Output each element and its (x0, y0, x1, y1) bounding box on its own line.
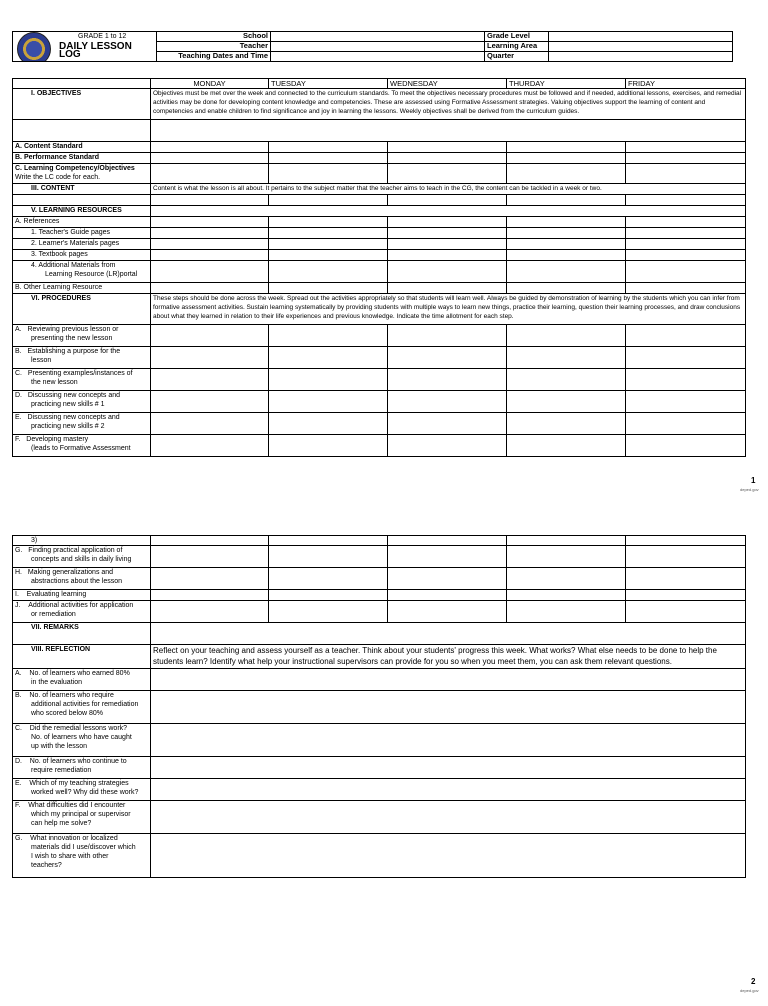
item-label: No. of learners who continue to (29, 758, 127, 765)
step-label-2: abstractions about the lesson (31, 578, 123, 585)
cell[interactable] (507, 413, 626, 435)
cell[interactable] (507, 164, 626, 184)
cell[interactable] (626, 369, 746, 391)
cell[interactable] (151, 217, 269, 228)
school-label: School (157, 32, 271, 42)
step-letter: E. (15, 414, 22, 421)
item-label: Did the remedial lessons work? (29, 725, 128, 732)
cell[interactable] (507, 228, 626, 239)
competency-cell (13, 164, 151, 184)
school-field[interactable] (271, 32, 485, 42)
cell[interactable] (151, 325, 269, 347)
cell[interactable] (151, 601, 269, 623)
objectives-entry[interactable] (151, 120, 746, 142)
item-label: materials did I use/discover which (31, 844, 136, 851)
cell[interactable] (269, 413, 388, 435)
cell[interactable] (626, 142, 746, 153)
cell[interactable] (269, 325, 388, 347)
remarks-heading: VII. REMARKS (13, 623, 151, 645)
cell[interactable] (388, 228, 507, 239)
doc-title: DAILY LESSON LOG (59, 41, 132, 60)
cell[interactable] (151, 228, 269, 239)
footer-mark-1: deped.gov (740, 487, 759, 492)
table-row (13, 391, 746, 413)
cell[interactable] (269, 435, 388, 457)
cell[interactable] (151, 435, 269, 457)
table-row (13, 601, 746, 623)
textbook-label: 3. Textbook pages (13, 250, 151, 261)
competency-sub: Write the LC code for each. (15, 174, 101, 181)
cell[interactable] (626, 347, 746, 369)
teacher-label: Teacher (157, 42, 271, 52)
step-label: Reviewing previous lesson or (27, 326, 119, 333)
quarter-label: Quarter (485, 52, 549, 62)
cell[interactable] (626, 164, 746, 184)
cell[interactable] (151, 142, 269, 153)
cell[interactable] (151, 239, 269, 250)
step-letter: J. (15, 602, 21, 609)
cell[interactable] (388, 283, 507, 294)
item-label: I wish to share with other (31, 853, 109, 860)
item-label: can help me solve? (31, 820, 92, 827)
day-wednesday: WEDNESDAY (388, 79, 507, 89)
cell[interactable] (388, 435, 507, 457)
cell[interactable] (388, 325, 507, 347)
page-number-2: 2 (751, 977, 756, 986)
step-letter: G. (15, 547, 23, 554)
item-label: up with the lesson (31, 743, 88, 750)
other-resource-label: B. Other Learning Resource (13, 283, 151, 294)
cell[interactable] (388, 142, 507, 153)
cell[interactable] (507, 142, 626, 153)
cell[interactable] (151, 669, 746, 691)
resources-heading: V. LEARNING RESOURCES (13, 206, 151, 217)
cell[interactable] (388, 601, 507, 623)
cell[interactable] (388, 239, 507, 250)
cell[interactable] (626, 283, 746, 294)
step-label: Discussing new concepts and (27, 392, 121, 399)
header-table (12, 31, 733, 62)
cell[interactable] (626, 228, 746, 239)
day-friday: FRIDAY (626, 79, 746, 89)
table-row (13, 413, 746, 435)
table-row (13, 779, 746, 801)
step-label-2: (leads to Formative Assessment (31, 445, 131, 452)
cell[interactable] (269, 391, 388, 413)
cell[interactable] (388, 369, 507, 391)
cell[interactable] (626, 325, 746, 347)
cell[interactable] (151, 779, 746, 801)
cell[interactable] (269, 369, 388, 391)
cell[interactable] (626, 153, 746, 164)
learning-area-label: Learning Area (485, 42, 549, 52)
reflection-heading: VIII. REFLECTION (13, 645, 151, 669)
cell[interactable] (269, 590, 388, 601)
item-label: worked well? Why did these work? (31, 789, 139, 796)
cell[interactable] (151, 568, 269, 590)
performance-standard-label: B. Performance Standard (13, 153, 151, 164)
content-standard-label: A. Content Standard (13, 142, 151, 153)
cell[interactable] (151, 834, 746, 878)
objectives-description: Objectives must be met over the week and connected to the curriculum standards. To meet the objectives necessary procedures must be followed and if needed, additional lessons, exercises, and remedial activities may be done for developing content knowledge and competencies. These are assessed using Formative Assessment strategies. Valuing objectives support the learning of content and competencies and enable children to find significance and joy in learning the lessons. Weekly objectives shall be derived from the curriculum guides. (151, 89, 746, 120)
item-label: require remediation (31, 767, 92, 774)
table-row (13, 834, 746, 878)
cell[interactable] (269, 228, 388, 239)
cell[interactable] (388, 261, 507, 283)
cell[interactable] (626, 239, 746, 250)
item-letter: G. (15, 835, 23, 842)
item-label: Which of my teaching strategies (29, 780, 129, 787)
item-letter: B. (15, 692, 22, 699)
cell[interactable] (626, 435, 746, 457)
continued-text: 3) (13, 536, 151, 546)
day-thursday: THURDAY (507, 79, 626, 89)
procedures-description: These steps should be done across the week. Spread out the activities appropriately so that students will learn well. Always be guided by demonstration of learning by the students which you can infer from formative assessment activities. Sustain learning systematically by providing students with multiple ways to learn new things, practice their learning, question their learning processes, and draw conclusions about what they learned in relation to their life experiences and previous knowledge. Indicate the time allotment for each step. (151, 294, 746, 325)
dates-label: Teaching Dates and Time (157, 52, 271, 62)
cell[interactable] (151, 724, 746, 757)
cell[interactable] (507, 347, 626, 369)
cell[interactable] (151, 250, 269, 261)
item-letter: D. (15, 758, 22, 765)
step-label: Establishing a purpose for the (27, 348, 121, 355)
step-label-2: or remediation (31, 611, 76, 618)
cell[interactable] (626, 195, 746, 206)
table-row (13, 757, 746, 779)
cell[interactable] (151, 369, 269, 391)
table-row (13, 369, 746, 391)
cell[interactable] (388, 153, 507, 164)
procedures-heading: VI. PROCEDURES (13, 294, 151, 325)
cell[interactable] (626, 601, 746, 623)
cell[interactable] (269, 217, 388, 228)
cell[interactable] (507, 601, 626, 623)
cell[interactable] (507, 325, 626, 347)
cell[interactable] (388, 164, 507, 184)
step-label-2: concepts and skills in daily living (31, 556, 132, 563)
learning-area-field[interactable] (549, 42, 733, 52)
header-title-cell (13, 32, 157, 62)
cell[interactable] (388, 413, 507, 435)
item-label: No. of learners who have caught (31, 734, 132, 741)
step-label-2: practicing new skills # 2 (31, 423, 105, 430)
quarter-field[interactable] (549, 52, 733, 62)
cell[interactable] (151, 757, 746, 779)
cell[interactable] (626, 250, 746, 261)
item-label: who scored below 80% (31, 710, 103, 717)
step-label-2: lesson (31, 357, 52, 364)
cell[interactable] (269, 283, 388, 294)
deped-seal-icon (17, 32, 51, 62)
item-label: which my principal or supervisor (31, 811, 131, 818)
cell[interactable] (151, 590, 269, 601)
cell[interactable] (626, 546, 746, 568)
cell[interactable] (269, 239, 388, 250)
step-label-2: practicing new skills # 1 (31, 401, 105, 408)
cell[interactable] (269, 536, 388, 546)
cell[interactable] (626, 536, 746, 546)
table-row (13, 435, 746, 457)
item-label: No. of learners who require (29, 692, 114, 699)
days-row (13, 79, 746, 89)
step-label: Developing mastery (26, 436, 89, 443)
cell[interactable] (151, 164, 269, 184)
cell[interactable] (626, 217, 746, 228)
cell[interactable] (151, 413, 269, 435)
step-letter: D. (15, 392, 22, 399)
page-number-1: 1 (751, 476, 756, 485)
cell[interactable] (507, 261, 626, 283)
cell[interactable] (507, 153, 626, 164)
objectives-heading: I. OBJECTIVES (13, 89, 151, 120)
footer-mark-2: deped.gov (740, 988, 759, 993)
cell[interactable] (151, 801, 746, 834)
grade-level-label: Grade Level (485, 32, 549, 42)
cell[interactable] (269, 568, 388, 590)
cell[interactable] (507, 217, 626, 228)
content-description: Content is what the lesson is all about. It pertains to the subject matter that the teacher aims to teach in the CG, the content can be tackled in a week or two. (151, 184, 746, 195)
step-label: Discussing new concepts and (27, 414, 120, 421)
table-row (13, 691, 746, 724)
step-label: Evaluating learning (26, 591, 87, 598)
cell[interactable] (151, 195, 269, 206)
step-label-2: presenting the new lesson (31, 335, 113, 342)
remarks-field[interactable] (151, 623, 746, 645)
table-row (13, 724, 746, 757)
cell[interactable] (626, 413, 746, 435)
learners-materials-label: 2. Learner's Materials pages (13, 239, 151, 250)
teachers-guide-label: 1. Teacher's Guide pages (13, 228, 151, 239)
lesson-log-table-page2 (12, 535, 746, 878)
references-label: A. References (13, 217, 151, 228)
item-letter: C. (15, 725, 22, 732)
cell[interactable] (388, 536, 507, 546)
step-letter: B. (15, 348, 22, 355)
step-label: Presenting examples/instances of (27, 370, 133, 377)
reflection-description: Reflect on your teaching and assess yourself as a teacher. Think about your students' progress this week. What works? What else needs to be done to help the students learn? Identify what help your instructional supervisors can provide for you so when you meet them, you can ask them relevant questions. (151, 645, 746, 669)
item-label: What difficulties did I encounter (28, 802, 126, 809)
cell[interactable] (388, 195, 507, 206)
cell[interactable] (151, 347, 269, 369)
item-label: teachers? (31, 862, 62, 869)
grade-level-field[interactable] (549, 32, 733, 42)
cell[interactable] (507, 250, 626, 261)
table-row (13, 669, 746, 691)
step-letter: I. (15, 591, 19, 598)
cell[interactable] (269, 195, 388, 206)
cell[interactable] (269, 347, 388, 369)
cell[interactable] (388, 568, 507, 590)
cell[interactable] (388, 391, 507, 413)
day-monday: MONDAY (151, 79, 269, 89)
additional-materials-label: 4. Additional Materials from (31, 262, 116, 269)
grade-range: GRADE 1 to 12 (78, 33, 127, 40)
cell[interactable] (269, 546, 388, 568)
cell[interactable] (151, 546, 269, 568)
table-row (13, 590, 746, 601)
cell[interactable] (388, 546, 507, 568)
cell[interactable] (507, 435, 626, 457)
content-heading: III. CONTENT (13, 184, 151, 195)
cell[interactable] (507, 239, 626, 250)
step-letter: A. (15, 326, 22, 333)
cell[interactable] (269, 261, 388, 283)
item-letter: F. (15, 802, 21, 809)
cell[interactable] (151, 536, 269, 546)
additional-materials-cell (13, 261, 151, 283)
cell[interactable] (507, 195, 626, 206)
cell[interactable] (269, 142, 388, 153)
item-label: in the evaluation (31, 679, 82, 686)
cell[interactable] (269, 153, 388, 164)
table-row (13, 546, 746, 568)
lesson-log-table-page1 (12, 78, 746, 457)
cell[interactable] (269, 164, 388, 184)
step-label: Finding practical application of (28, 547, 123, 554)
table-row (13, 325, 746, 347)
cell[interactable] (626, 391, 746, 413)
cell[interactable] (151, 153, 269, 164)
cell[interactable] (151, 391, 269, 413)
cell[interactable] (388, 590, 507, 601)
cell[interactable] (507, 546, 626, 568)
dates-field[interactable] (271, 52, 485, 62)
cell[interactable] (507, 391, 626, 413)
day-tuesday: TUESDAY (269, 79, 388, 89)
step-label-2: the new lesson (31, 379, 78, 386)
step-label: Additional activities for application (28, 602, 134, 609)
cell[interactable] (269, 250, 388, 261)
item-letter: E. (15, 780, 22, 787)
teacher-field[interactable] (271, 42, 485, 52)
cell[interactable] (507, 568, 626, 590)
step-letter: F. (15, 436, 21, 443)
step-label: Making generalizations and (27, 569, 114, 576)
cell[interactable] (626, 568, 746, 590)
table-row (13, 801, 746, 834)
cell[interactable] (507, 536, 626, 546)
cell[interactable] (626, 261, 746, 283)
item-label: What innovation or localized (30, 835, 118, 842)
cell[interactable] (626, 590, 746, 601)
table-row (13, 568, 746, 590)
item-letter: A. (15, 670, 22, 677)
step-letter: C. (15, 370, 22, 377)
item-label: additional activities for remediation (31, 701, 139, 708)
cell[interactable] (388, 250, 507, 261)
cell[interactable] (151, 261, 269, 283)
item-label: No. of learners who earned 80% (29, 670, 130, 677)
step-letter: H. (15, 569, 22, 576)
lr-portal-label: Learning Resource (LR)portal (45, 271, 138, 278)
cell[interactable] (269, 601, 388, 623)
cell[interactable] (388, 217, 507, 228)
cell[interactable] (507, 590, 626, 601)
table-row (13, 347, 746, 369)
cell[interactable] (507, 283, 626, 294)
competency-label: C. Learning Competency/Objectives (15, 165, 135, 172)
cell[interactable] (388, 347, 507, 369)
cell[interactable] (151, 691, 746, 724)
cell[interactable] (151, 283, 269, 294)
cell[interactable] (507, 369, 626, 391)
